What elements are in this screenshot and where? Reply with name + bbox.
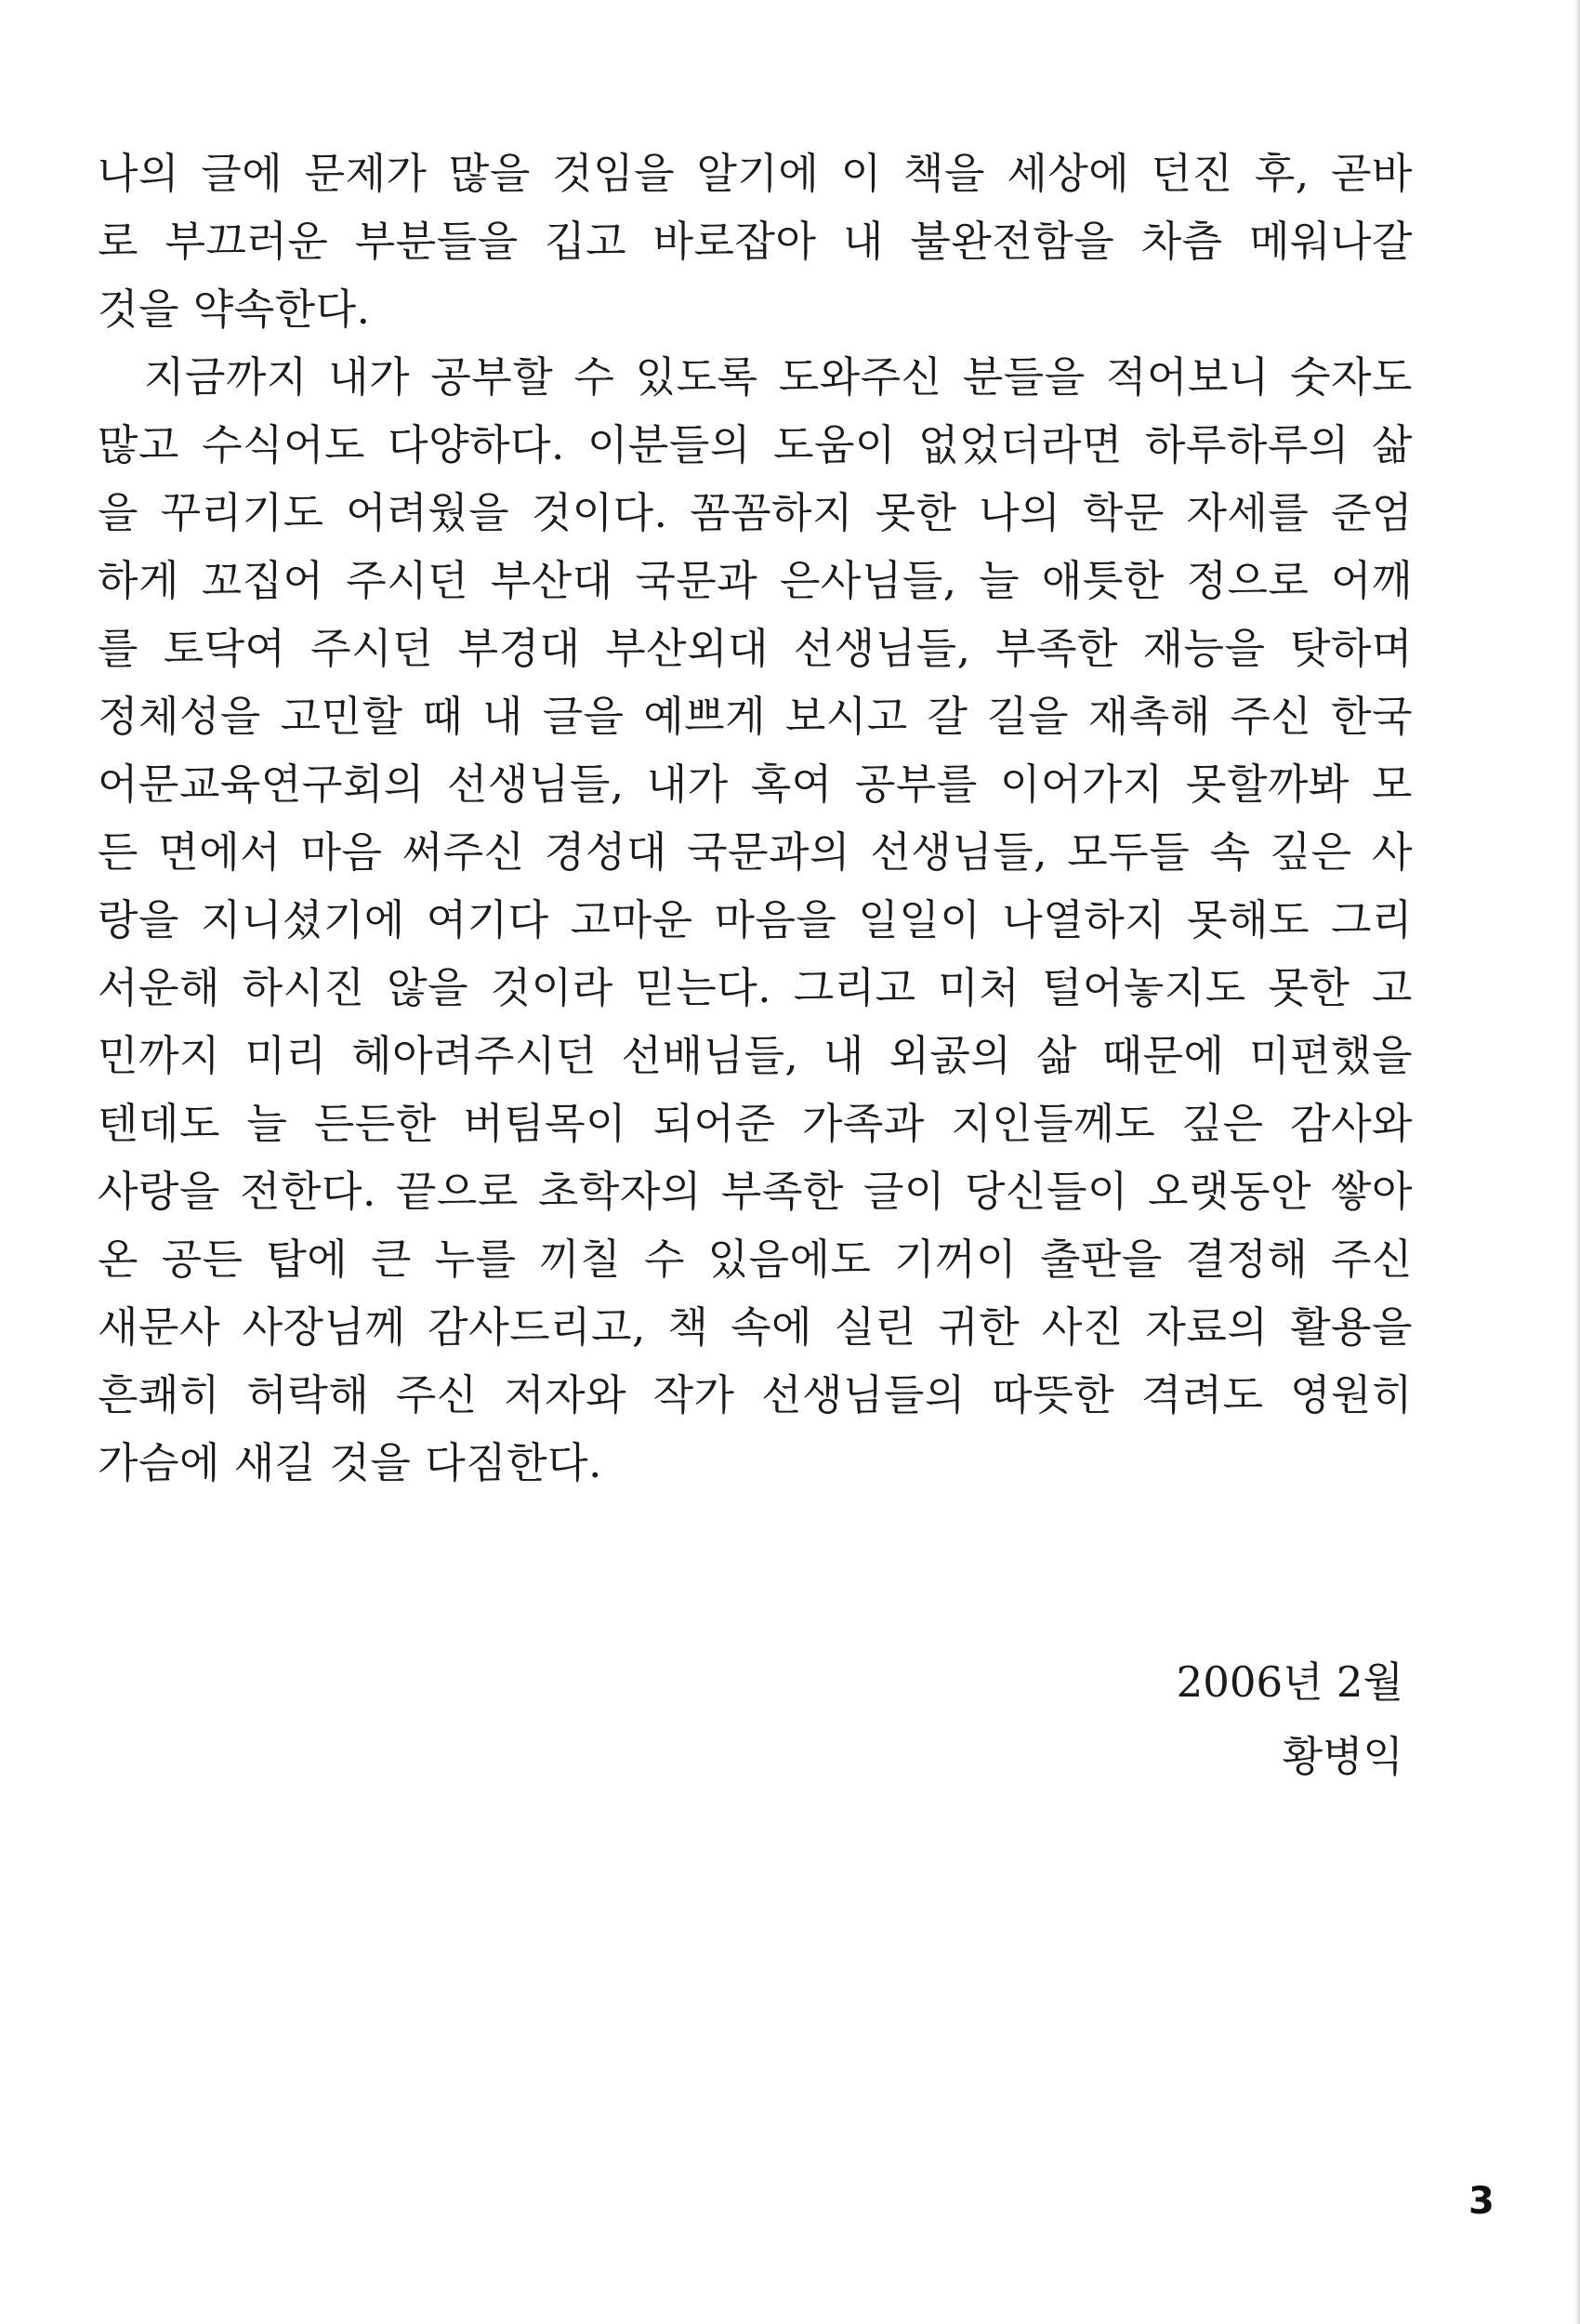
text-line: 것을 약속한다.	[98, 284, 371, 334]
text-line: 랑을 지니셨기에 여기다 고마운 마음을 일일이 나열하지 못해도 그리	[98, 895, 1413, 944]
signature-author: 황병익	[1282, 1732, 1403, 1781]
text-line: 서운해 하시진 않을 것이라 믿는다. 그리고 미처 털어놓지도 못한 고	[98, 963, 1413, 1012]
text-line: 을 꾸리기도 어려웠을 것이다. 꼼꼼하지 못한 나의 학문 자세를 준엄	[98, 488, 1413, 537]
text-line: 사랑을 전한다. 끝으로 초학자의 부족한 글이 당신들이 오랫동안 쌓아	[98, 1167, 1413, 1216]
text-line: 하게 꼬집어 주시던 부산대 국문과 은사님들, 늘 애틋한 정으로 어깨	[98, 556, 1413, 605]
page-edge-shadow	[1574, 0, 1580, 2324]
text-line: 든 면에서 마음 써주신 경성대 국문과의 선생님들, 모두들 속 깊은 사	[98, 827, 1413, 877]
paragraph	[98, 343, 1413, 1497]
text-line: 텐데도 늘 든든한 버팀목이 되어준 가족과 지인들께도 깊은 감사와	[98, 1099, 1413, 1148]
paragraph	[98, 139, 1413, 343]
text-line: 나의 글에 문제가 많을 것임을 알기에 이 책을 세상에 던진 후, 곧바	[98, 149, 1413, 198]
page-number: 3	[1468, 2180, 1494, 2223]
text-line: 를 토닥여 주시던 부경대 부산외대 선생님들, 부족한 재능을 탓하며	[98, 624, 1413, 673]
text-line: 많고 수식어도 다양하다. 이분들의 도움이 없었더라면 하루하루의 삶	[98, 420, 1413, 469]
text-line: 어문교육연구회의 선생님들, 내가 혹여 공부를 이어가지 못할까봐 모	[98, 759, 1413, 809]
signature-date: 2006년 2월	[1176, 1657, 1403, 1707]
text-line: 새문사 사장님께 감사드리고, 책 속에 실린 귀한 사진 자료의 활용을	[98, 1302, 1413, 1352]
text-line: 지금까지 내가 공부할 수 있도록 도와주신 분들을 적어보니 숫자도	[144, 352, 1413, 402]
signature-block	[1177, 1645, 1403, 1794]
preface-body	[98, 139, 1413, 1497]
text-line: 온 공든 탑에 큰 누를 끼칠 수 있음에도 기꺼이 출판을 결정해 주신	[98, 1235, 1413, 1284]
text-line: 민까지 미리 헤아려주시던 선배님들, 내 외곬의 삶 때문에 미편했을	[98, 1031, 1413, 1080]
text-line: 흔쾌히 허락해 주신 저자와 작가 선생님들의 따뜻한 격려도 영원히	[98, 1370, 1413, 1419]
text-line: 로 부끄러운 부분들을 깁고 바로잡아 내 불완전함을 차츰 메워나갈	[98, 217, 1413, 266]
text-line: 가슴에 새길 것을 다짐한다.	[98, 1438, 602, 1487]
text-line: 정체성을 고민할 때 내 글을 예쁘게 보시고 갈 길을 재촉해 주신 한국	[98, 692, 1413, 741]
